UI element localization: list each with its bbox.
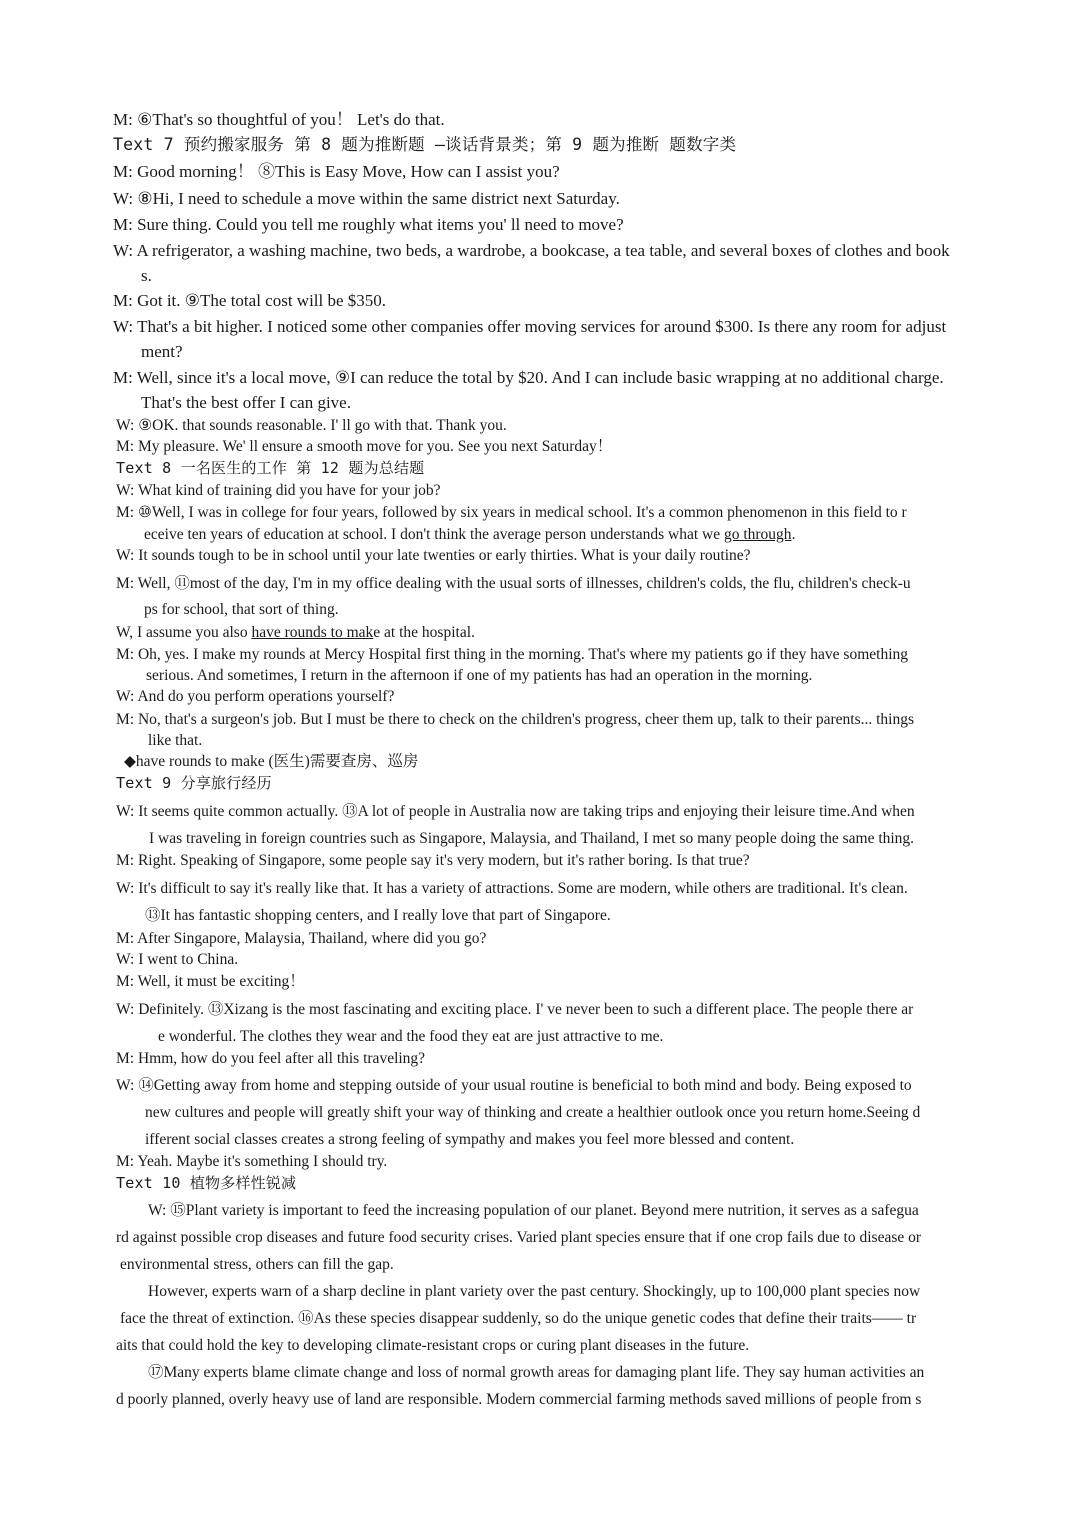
section-heading-text-9: Text 9 分享旅行经历: [116, 774, 272, 792]
dialogue-line-cont: new cultures and people will greatly shift your way of thinking and create a healthier outlook once you return home.Seeing d: [145, 1104, 921, 1121]
section-heading-text-10: Text 10 植物多样性锐减: [116, 1174, 297, 1192]
section-heading-text-7: Text 7 预约搬家服务 第 8 题为推断题 —谈话背景类；第 9 题为推断 题数字类: [113, 135, 737, 154]
dialogue-line-cont: That's the best offer I can give.: [141, 393, 351, 412]
paragraph-line: face the threat of extinction. ⑯As these species disappear suddenly, so do the unique genetic codes that define their traits—— tr: [120, 1310, 917, 1327]
paragraph-line: environmental stress, others can fill the gap.: [120, 1256, 394, 1273]
dialogue-line: W: ⑨OK. that sounds reasonable. I' ll go with that. Thank you.: [116, 417, 507, 434]
dialogue-line: M: No, that's a surgeon's job. But I must be there to check on the children's progress, cheer them up, talk to their parents... things: [116, 711, 914, 728]
dialogue-line: W: It's difficult to say it's really like that. It has a variety of attractions. Some are modern, while others are traditional. It's clean.: [116, 880, 908, 897]
paragraph-line: ⑰Many experts blame climate change and loss of normal growth areas for damaging plant life. They say human activities an: [148, 1364, 925, 1381]
dialogue-line-cont: s.: [141, 266, 152, 285]
dialogue-line-cont: serious. And sometimes, I return in the afternoon if one of my patients has had an operation in the morning.: [146, 667, 813, 684]
dialogue-line-cont: ps for school, that sort of thing.: [144, 601, 339, 618]
dialogue-line: M: Hmm, how do you feel after all this traveling?: [116, 1050, 426, 1067]
dialogue-line: M: Well, since it's a local move, ⑨I can reduce the total by $20. And I can include basic wrapping at no additional charge.: [113, 368, 944, 387]
dialogue-line: W: That's a bit higher. I noticed some other companies offer moving services for around $300. Is there any room for adjust: [113, 317, 947, 336]
line-text: e at the hospital.: [373, 624, 475, 641]
dialogue-line: W: And do you perform operations yourself?: [116, 688, 395, 705]
dialogue-line: M: Well, it must be exciting！: [116, 973, 305, 990]
dialogue-line-cont: e wonderful. The clothes they wear and the food they eat are just attractive to me.: [158, 1028, 664, 1045]
dialogue-line: M: ⑥That's so thoughtful of you！ Let's do that.: [113, 110, 445, 129]
dialogue-line-cont: ment?: [141, 342, 183, 361]
dialogue-line-cont: like that.: [148, 732, 203, 749]
dialogue-line: M: Oh, yes. I make my rounds at Mercy Hospital first thing in the morning. That's where my patients go if they have something: [116, 646, 909, 663]
dialogue-line: M: Got it. ⑨The total cost will be $350.: [113, 291, 387, 310]
dialogue-line: W: ⑧Hi, I need to schedule a move within the same district next Saturday.: [113, 189, 620, 208]
dialogue-line: W: It seems quite common actually. ⑬A lot of people in Australia now are taking trips and enjoying their leisure time.And when: [116, 803, 915, 820]
dialogue-line: M: After Singapore, Malaysia, Thailand, where did you go?: [116, 930, 487, 947]
paragraph-line: W: ⑮Plant variety is important to feed the increasing population of our planet. Beyond mere nutrition, it serves as a safegua: [148, 1202, 919, 1219]
dialogue-line: W: I went to China.: [116, 951, 239, 968]
line-text: .: [791, 526, 796, 543]
line-text: W, I assume you also: [116, 624, 252, 641]
underlined-phrase: have rounds to mak: [251, 624, 374, 641]
dialogue-line: M: My pleasure. We' ll ensure a smooth move for you. See you next Saturday！: [116, 438, 613, 455]
dialogue-line-cont: ⑬It has fantastic shopping centers, and I really love that part of Singapore.: [145, 907, 611, 924]
paragraph-line: rd against possible crop diseases and future food security crises. Varied plant species ensure that if one crop fails due to disease or: [116, 1229, 922, 1246]
dialogue-line: M: ⑩Well, I was in college for four years, followed by six years in medical school. It's a common phenomenon in this field to r: [116, 504, 907, 521]
vocab-note: ◆have rounds to make (医生)需要查房、巡房: [124, 753, 419, 770]
dialogue-line: M: Well, ⑪most of the day, I'm in my office dealing with the usual sorts of illnesses, children's colds, the flu, children's check-u: [116, 575, 911, 592]
dialogue-line: W: A refrigerator, a washing machine, two beds, a wardrobe, a bookcase, a tea table, and several boxes of clothes and book: [113, 241, 950, 260]
dialogue-line: M: Right. Speaking of Singapore, some people say it's very modern, but it's rather boring. Is that true?: [116, 852, 750, 869]
dialogue-line-cont: ifferent social classes creates a strong feeling of sympathy and makes you feel more blessed and content.: [145, 1131, 795, 1148]
dialogue-line: W: It sounds tough to be in school until your late twenties or early thirties. What is your daily routine?: [116, 547, 751, 564]
dialogue-line: W: What kind of training did you have for your job?: [116, 482, 441, 499]
dialogue-line: W: ⑭Getting away from home and stepping outside of your usual routine is beneficial to both mind and body. Being exposed to: [116, 1077, 912, 1094]
paragraph-line: d poorly planned, overly heavy use of land are responsible. Modern commercial farming methods saved millions of people from s: [116, 1391, 922, 1408]
section-heading-text-8: Text 8 一名医生的工作 第 12 题为总结题: [116, 459, 425, 477]
line-text: eceive ten years of education at school. I don't think the average person understands what we: [144, 526, 724, 543]
dialogue-line: M: Good morning！ ⑧This is Easy Move, How can I assist you?: [113, 162, 560, 181]
underlined-phrase: go through: [723, 526, 792, 543]
paragraph-line: However, experts warn of a sharp decline in plant variety over the past century. Shockingly, up to 100,000 plant species now: [148, 1283, 921, 1300]
dialogue-line-cont: I was traveling in foreign countries such as Singapore, Malaysia, and Thailand, I met so many people doing the same thing.: [149, 830, 915, 847]
dialogue-line: [116, 623, 475, 643]
dialogue-line-cont: [144, 525, 795, 545]
paragraph-line: aits that could hold the key to developing climate-resistant crops or curing plant diseases in the future.: [116, 1337, 750, 1354]
dialogue-line: W: Definitely. ⑬Xizang is the most fascinating and exciting place. I' ve never been to such a different place. The people there ar: [116, 1001, 914, 1018]
dialogue-line: M: Sure thing. Could you tell me roughly what items you' ll need to move?: [113, 215, 624, 234]
dialogue-line: M: Yeah. Maybe it's something I should try.: [116, 1153, 388, 1170]
